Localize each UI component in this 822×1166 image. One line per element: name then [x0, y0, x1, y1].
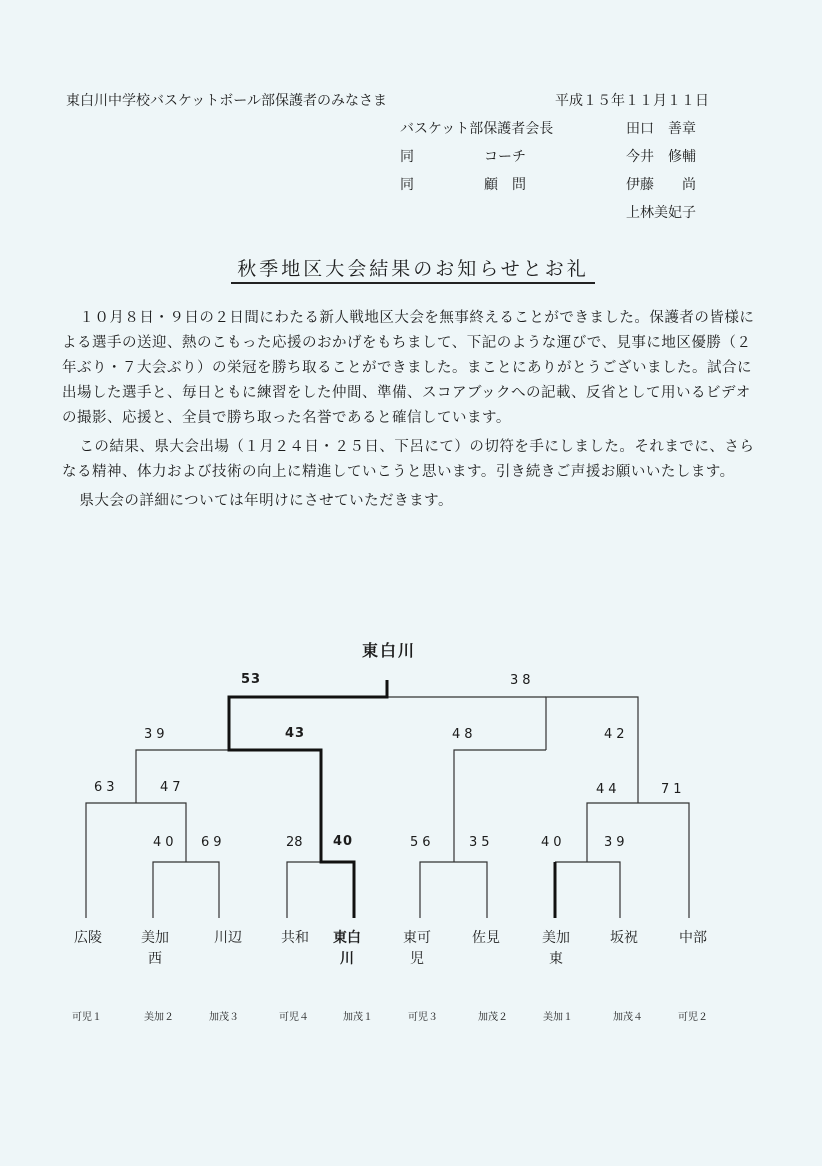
score-label: 35	[469, 835, 494, 850]
document-title: 秋季地区大会結果のお知らせとお礼	[231, 254, 594, 284]
winner-path	[229, 680, 555, 918]
score-label: 39	[604, 835, 629, 850]
team-seed: 加茂４	[613, 1012, 643, 1023]
team-name: 美加西	[141, 930, 169, 967]
team-name: 東白川	[333, 930, 361, 967]
score-label: 28	[286, 835, 303, 850]
bracket-line	[287, 862, 321, 918]
team-seed: 可児４	[279, 1012, 309, 1023]
bracket-line	[153, 862, 219, 918]
body-paragraph: この結果、県大会出場（１月２４日・２５日、下呂にて）の切符を手にしました。それまでに、さらなる精神、体力および技術の向上に精進していこうと思います。引き続きご声援お願いいたします。	[62, 439, 755, 480]
score-label: 40	[541, 835, 566, 850]
score-label: 40	[333, 834, 354, 849]
score-label: 47	[160, 780, 185, 795]
signatory-name: 田口 善章	[626, 121, 696, 137]
signatory-name: 伊藤 尚	[626, 177, 696, 193]
team-name: 佐見	[472, 930, 500, 946]
score-label: 43	[285, 726, 306, 741]
score-label: 42	[604, 727, 629, 742]
bracket-line	[454, 750, 546, 862]
score-label: 56	[410, 835, 435, 850]
team-name: 東可児	[403, 930, 431, 967]
score-label: 63	[94, 780, 119, 795]
team-seed: 加茂２	[478, 1012, 508, 1023]
team-name: 中部	[679, 930, 707, 946]
team-seed: 可児２	[678, 1012, 708, 1023]
score-label: 40	[153, 835, 178, 850]
team-seed: 可児１	[72, 1012, 102, 1023]
bracket-lines	[86, 697, 689, 918]
team-name: 共和	[281, 930, 309, 946]
team-seed: 可児３	[408, 1012, 438, 1023]
signatory-role: 同 コーチ	[400, 149, 526, 165]
team-name: 坂祝	[610, 930, 638, 946]
signatory-role: バスケット部保護者会長	[400, 121, 554, 137]
score-label: 44	[596, 782, 621, 797]
bracket-line	[86, 803, 186, 918]
bracket-line	[136, 750, 229, 803]
team-name: 広陵	[74, 930, 102, 946]
bracket-line	[420, 862, 487, 918]
score-label: 53	[241, 672, 262, 687]
score-label: 48	[452, 727, 477, 742]
bracket-line	[587, 803, 689, 918]
score-label: 71	[661, 782, 686, 797]
team-seed: 美加１	[543, 1012, 573, 1023]
score-label: 69	[201, 835, 226, 850]
team-name: 美加東	[542, 930, 570, 967]
bracket-line	[546, 697, 638, 803]
body-paragraph: １０月８日・９日の２日間にわたる新人戦地区大会を無事終えることができました。保護者の皆様による選手の送迎、熱のこもった応援のおかげをもちまして、下記のような運びで、見事に地区優勝（２年ぶり・７大会ぶり）の栄冠を勝ち取ることができました。まことにありがとうございました。試合に出場した選手と、毎日ともに練習をした仲間、準備、スコアブックへの記載、反省として用いるビデオの撮影、応援と、全員で勝ち取った名誉であると確信しています。	[62, 310, 755, 426]
bracket-line	[555, 862, 620, 918]
signatory-role: 同 顧 問	[400, 177, 526, 193]
team-seed: 加茂３	[209, 1012, 239, 1023]
score-label: 38	[510, 673, 535, 688]
team-seed: 加茂１	[343, 1012, 373, 1023]
signatory-name: 今井 修輔	[626, 149, 696, 165]
document-date: 平成１５年１１月１１日	[555, 93, 709, 109]
body-paragraph: 県大会の詳細については年明けにさせていただきます。	[79, 493, 453, 509]
team-seed: 美加２	[144, 1012, 174, 1023]
addressee: 東白川中学校バスケットボール部保護者のみなさま	[66, 93, 388, 109]
champion-label: 東白川	[362, 641, 417, 660]
team-name: 川辺	[214, 930, 242, 946]
winner-path-line	[229, 680, 387, 918]
score-label: 39	[144, 727, 169, 742]
signatory-name: 上林美妃子	[626, 205, 696, 221]
